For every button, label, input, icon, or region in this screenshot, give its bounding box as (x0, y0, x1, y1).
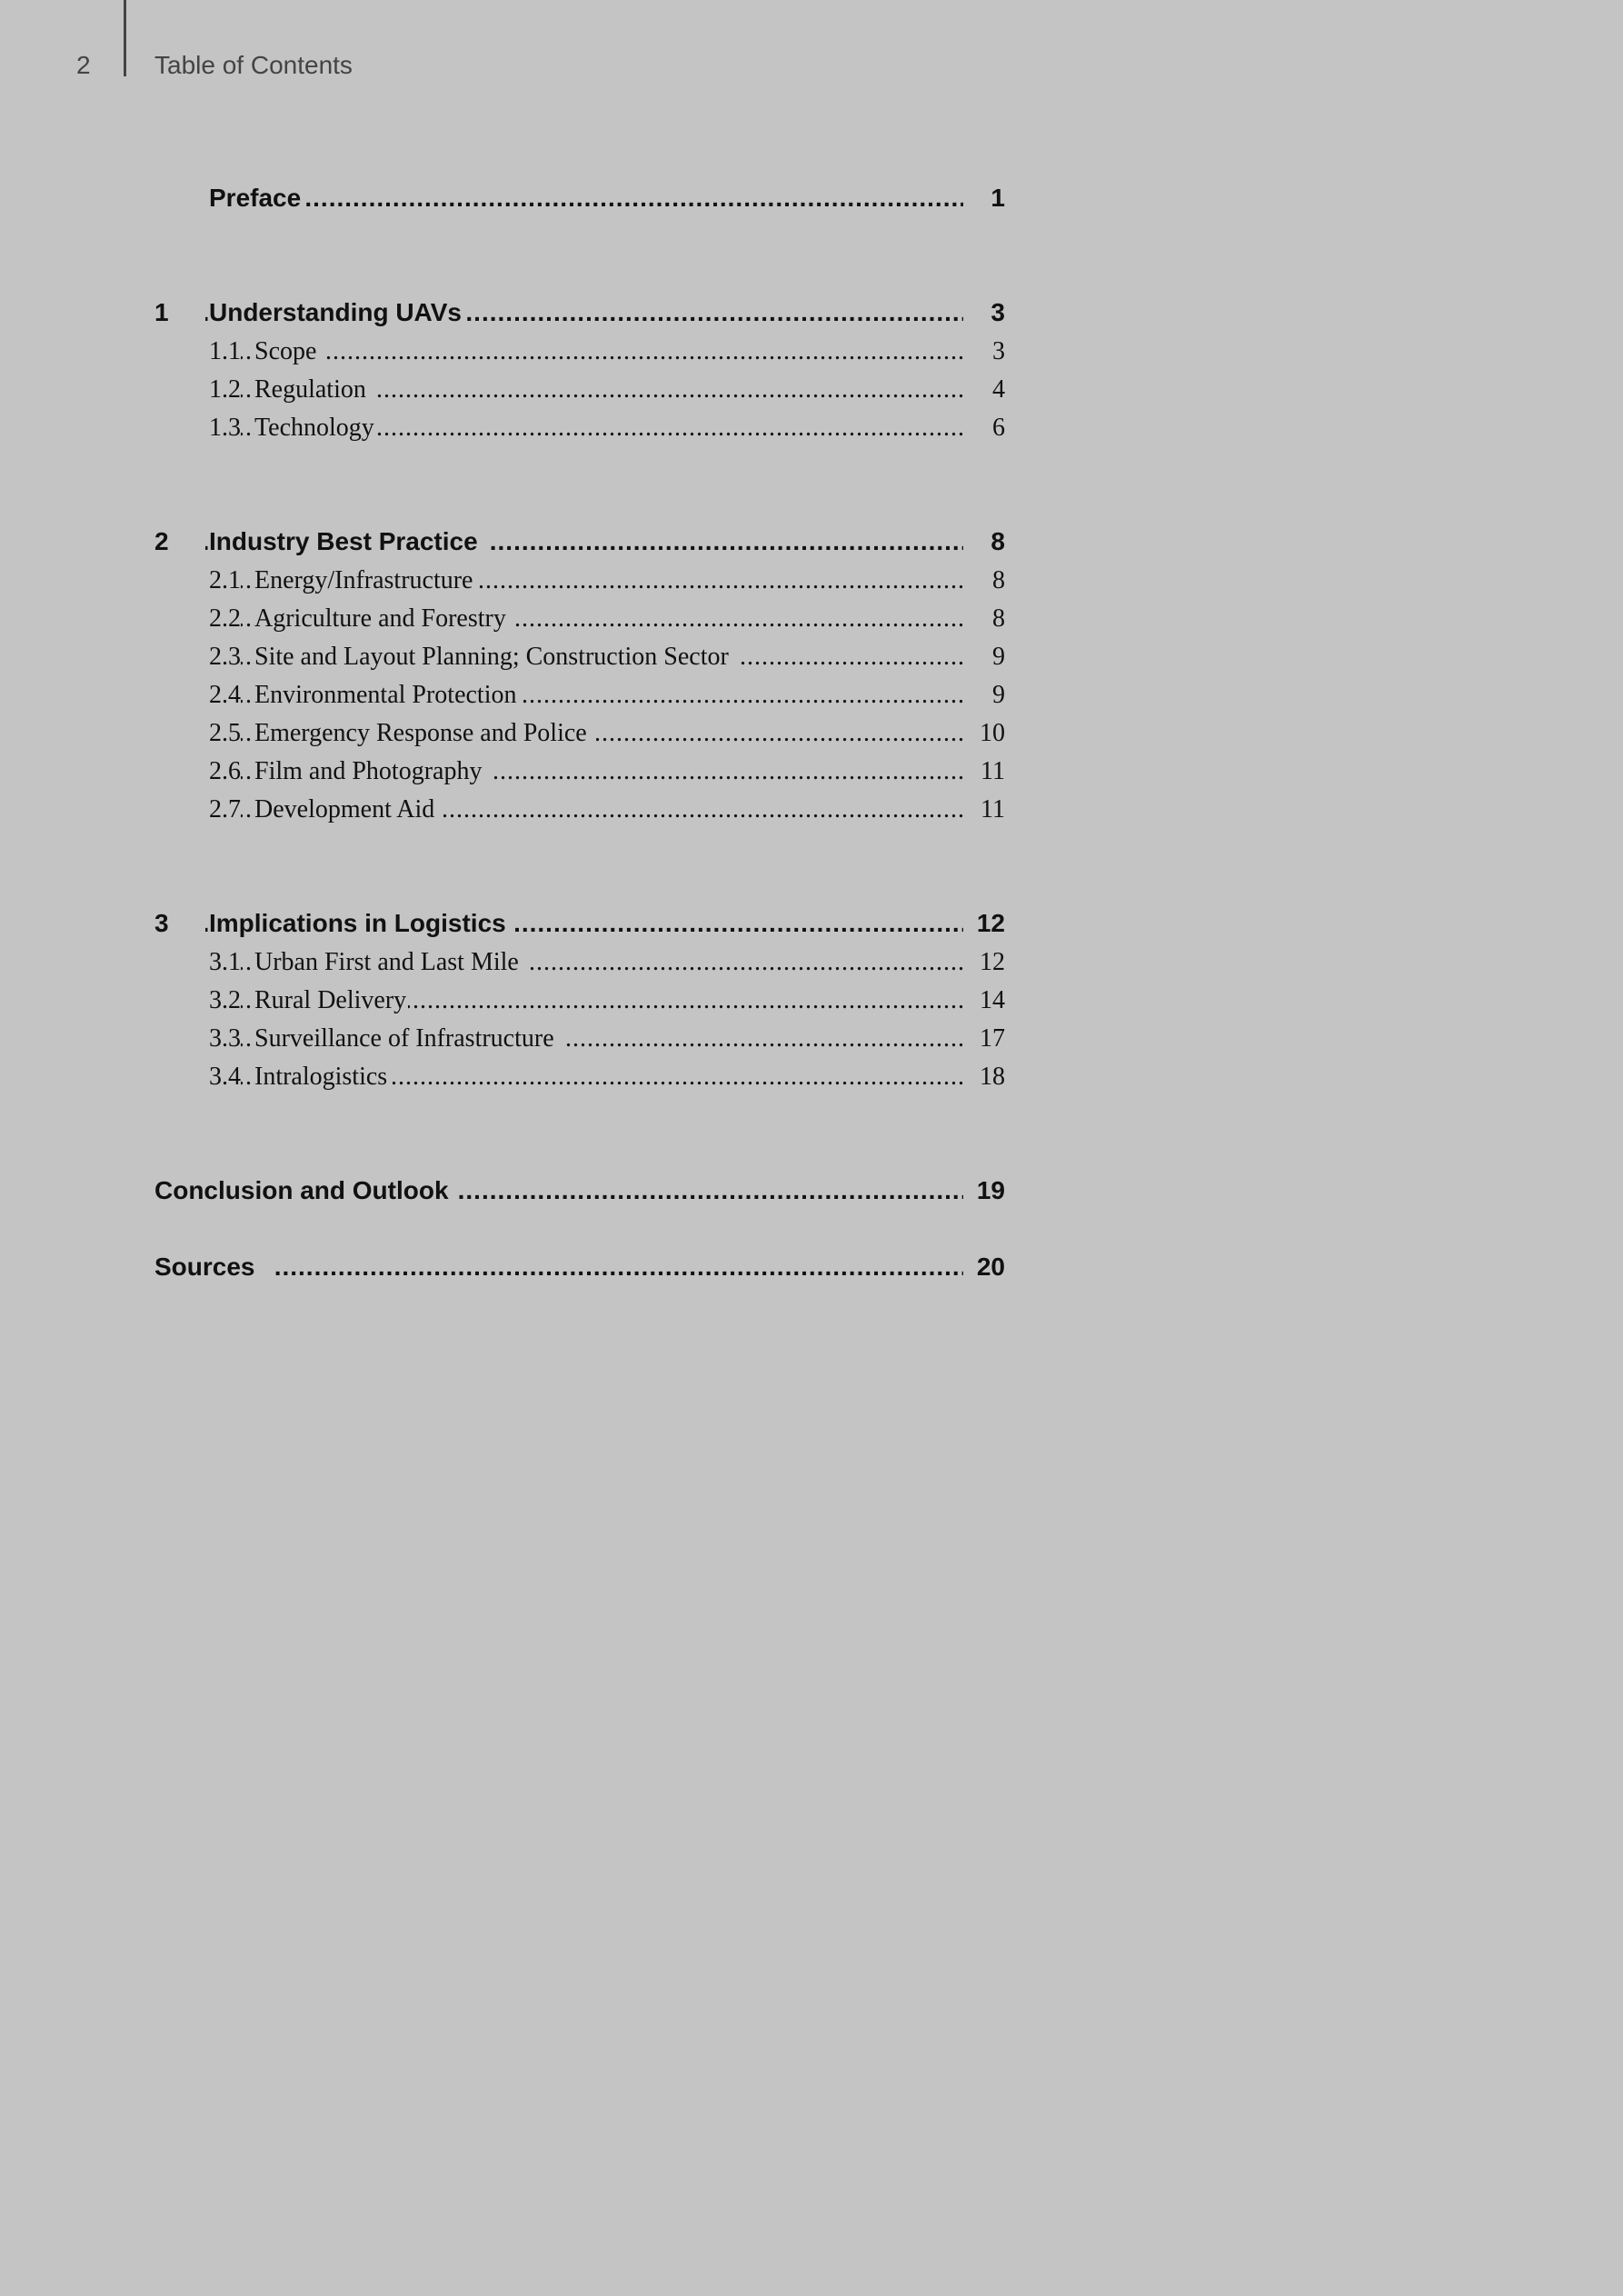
toc-chapter-2[interactable] (154, 524, 1005, 560)
toc-entry-page: 12 (980, 948, 1005, 976)
chapter-number: 1 (154, 294, 205, 331)
toc-section-1-1[interactable] (209, 334, 1005, 370)
toc-entry-page: 9 (992, 681, 1005, 709)
toc-entry-label: Environmental Protection (254, 677, 523, 714)
toc-entry-label: Agriculture and Forestry (254, 601, 515, 637)
toc-entry-label: Scope (254, 334, 325, 370)
toc-entry-label: Rural Delivery (254, 983, 408, 1019)
toc-entry-page: 17 (980, 1024, 1005, 1053)
toc-entry-label: Film and Photography (254, 754, 491, 790)
section-number: 2.7 (209, 792, 241, 828)
toc-section-2-1[interactable] (209, 563, 1005, 599)
section-number: 2.5 (209, 715, 241, 752)
chapter-number: 2 (154, 524, 205, 560)
section-number: 3.1 (209, 944, 241, 981)
page-number: 2 (76, 51, 91, 79)
toc-entry-label: Site and Layout Planning; Construction Sector (254, 639, 738, 675)
toc-entry-label: Regulation (254, 372, 375, 408)
toc-entry-label: Urban First and Last Mile (254, 944, 528, 981)
section-number: 2.6 (209, 754, 241, 790)
toc-entry-label: Implications in Logistics (209, 905, 515, 942)
toc-section-3-3[interactable] (209, 1021, 1005, 1057)
toc-entry-page: 9 (992, 643, 1005, 671)
toc-entry-label: Preface (209, 180, 303, 216)
section-number: 2.2 (209, 601, 241, 637)
toc-entry-page: 1 (991, 184, 1005, 212)
toc-entry-page: 11 (981, 795, 1005, 824)
toc-entry-label: Intralogistics (254, 1059, 393, 1095)
toc-entry-page: 4 (992, 375, 1005, 404)
toc-entry-page: 8 (992, 566, 1005, 594)
toc-section-2-5[interactable] (209, 715, 1005, 752)
toc-entry-page: 14 (980, 986, 1005, 1014)
toc-section-2-4[interactable] (209, 677, 1005, 714)
toc-entry-label: Industry Best Practice (209, 524, 487, 560)
toc-entry-label: Emergency Response and Police (254, 715, 596, 752)
section-number: 2.3 (209, 639, 241, 675)
toc-entry-page: 8 (992, 604, 1005, 633)
toc-section-2-6[interactable] (209, 754, 1005, 790)
toc-entry-label: Sources (154, 1249, 272, 1285)
section-number: 1.1 (209, 334, 241, 370)
toc-section-2-3[interactable] (209, 639, 1005, 675)
toc-entry-label: Technology (254, 410, 376, 446)
toc-section-1-3[interactable] (209, 410, 1005, 446)
toc-entry-page: 10 (980, 719, 1005, 747)
toc-section-3-1[interactable] (209, 944, 1005, 981)
section-number: 3.3 (209, 1021, 241, 1057)
toc-entry-sources[interactable] (154, 1249, 1005, 1285)
toc-entry-label: Energy/Infrastructure (254, 563, 479, 599)
toc-entry-page: 18 (980, 1063, 1005, 1091)
toc-chapter-1[interactable] (154, 294, 1005, 331)
toc-entry-label: Development Aid (254, 792, 443, 828)
header-divider (124, 0, 126, 76)
section-number: 1.3 (209, 410, 241, 446)
dot-leader (209, 180, 963, 216)
toc-entry-label: Surveillance of Infrastructure (254, 1021, 563, 1057)
toc-entry-page: 8 (991, 527, 1005, 555)
toc-entry-conclusion[interactable] (154, 1173, 1005, 1209)
chapter-number: 3 (154, 905, 205, 942)
page-title: Table of Contents (154, 51, 353, 79)
toc-entry-page: 20 (976, 1253, 1005, 1281)
toc-section-2-2[interactable] (209, 601, 1005, 637)
section-number: 2.1 (209, 563, 241, 599)
toc-entry-label: Conclusion and Outlook (154, 1173, 458, 1209)
toc-entry-page: 6 (992, 414, 1005, 442)
toc-section-3-2[interactable] (209, 983, 1005, 1019)
toc-entry-page: 3 (991, 298, 1005, 326)
toc-entry-page: 12 (976, 909, 1005, 937)
dot-leader (154, 1249, 963, 1285)
toc-entry-label: Understanding UAVs (209, 294, 463, 331)
toc-chapter-3[interactable] (154, 905, 1005, 942)
toc-entry-page: 11 (981, 757, 1005, 785)
toc-section-2-7[interactable] (209, 792, 1005, 828)
section-number: 1.2 (209, 372, 241, 408)
section-number: 2.4 (209, 677, 241, 714)
section-number: 3.4 (209, 1059, 241, 1095)
toc-entry-page: 3 (992, 337, 1005, 365)
toc-entry-preface[interactable] (209, 180, 1005, 216)
toc-section-3-4[interactable] (209, 1059, 1005, 1095)
toc-section-1-2[interactable] (209, 372, 1005, 408)
section-number: 3.2 (209, 983, 241, 1019)
toc-entry-page: 19 (976, 1176, 1005, 1204)
